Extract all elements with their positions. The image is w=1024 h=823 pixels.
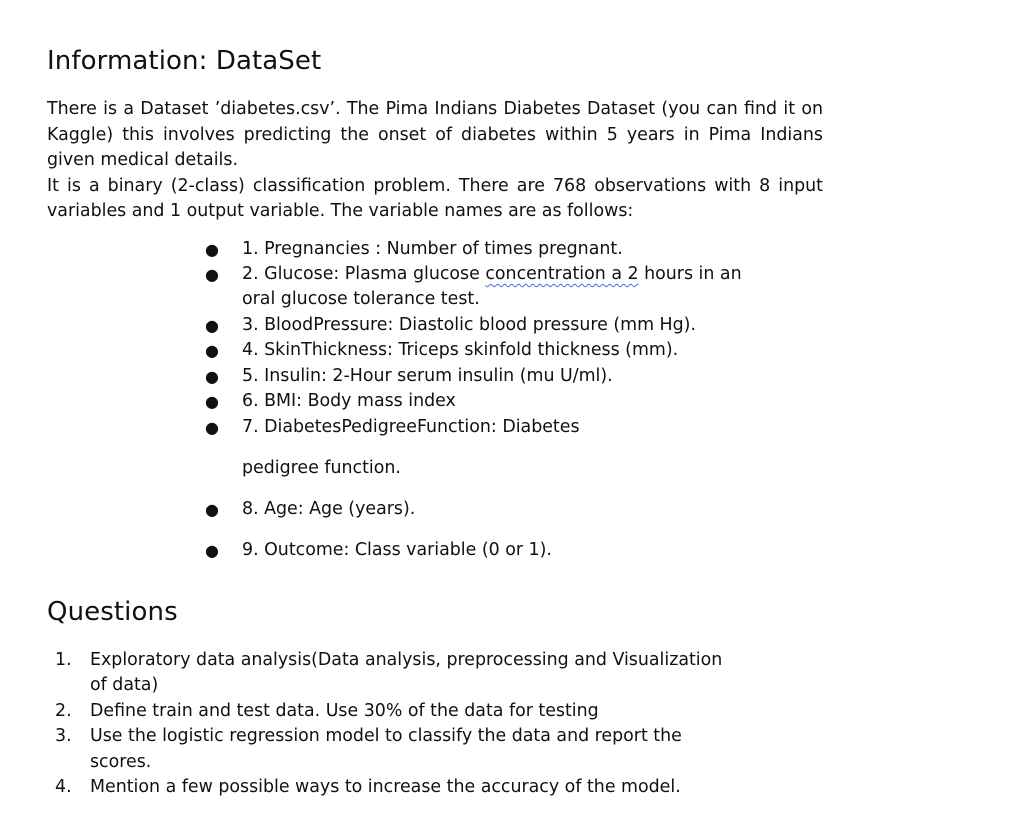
variable-text: 6. BMI: Body mass index [242,391,456,411]
bullet-icon: ● [205,392,219,411]
variable-text: pedigree function. [242,458,401,478]
variable-text [242,262,822,288]
variable-text-part: 2. Glucose: Plasma glucose [242,264,486,284]
variable-text: 1. Pregnancies : Number of times pregnant. [242,239,623,259]
variable-text: 9. Outcome: Class variable (0 or 1). [242,540,552,560]
question-text: Exploratory data analysis(Data analysis, preprocessing and Visualization [90,650,723,670]
variable-text: 7. DiabetesPedigreeFunction: Diabetes [242,417,580,437]
spellcheck-flagged-text[interactable]: concentration a 2 [485,264,639,284]
bullet-icon: ● [205,367,219,386]
bullet-icon: ● [205,265,219,284]
bullet-icon: ● [205,341,219,360]
variable-text: 3. BloodPressure: Diastolic blood pressure (mm Hg). [242,315,696,335]
question-number: 2. [55,701,72,721]
intro-paragraph-1: There is a Dataset ’diabetes.csv’. The Pima Indians Diabetes Dataset (you can find it on Kaggle) this involves predicting the onset of diabetes within 5 years in Pima Indians given medical details. [47,99,823,171]
question-number: 4. [55,777,72,797]
bullet-icon: ● [205,316,219,335]
bullet-icon: ● [205,418,219,437]
variable-text: 5. Insulin: 2-Hour serum insulin (mu U/ml). [242,366,613,386]
variable-text: 8. Age: Age (years). [242,499,416,519]
question-text: of data) [90,675,159,695]
variable-text-part: hours in an [638,264,742,284]
bullet-icon: ● [205,541,219,560]
question-text: Mention a few possible ways to increase the accuracy of the model. [90,777,681,797]
question-text: Define train and test data. Use 30% of the data for testing [90,701,599,721]
questions-title: Questions [47,597,178,627]
info-title: Information: DataSet [47,46,322,76]
question-text: scores. [90,752,152,772]
intro-text [47,97,823,225]
variable-text: oral glucose tolerance test. [242,289,480,309]
intro-paragraph-2: It is a binary (2-class) classification problem. There are 768 observations with 8 input variables and 1 output variable. The variable names are as follows: [47,175,823,222]
question-number: 1. [55,650,72,670]
bullet-icon: ● [205,500,219,519]
question-text: Use the logistic regression model to classify the data and report the [90,726,682,746]
variable-text: 4. SkinThickness: Triceps skinfold thickness (mm). [242,340,679,360]
question-number: 3. [55,726,72,746]
bullet-icon: ● [205,240,219,259]
